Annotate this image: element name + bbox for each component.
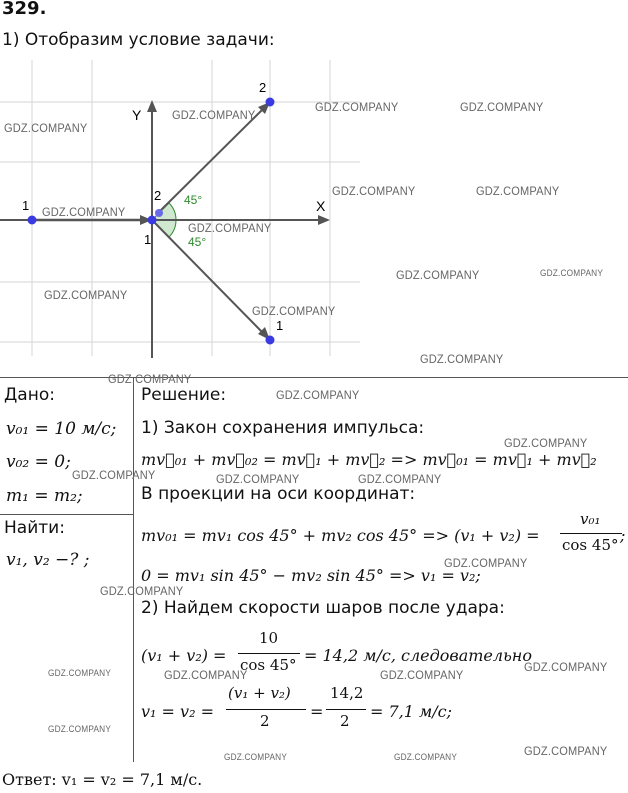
equation-v-num1: (v₁ + v₂) bbox=[228, 684, 291, 702]
watermark: GDZ.COMPANY bbox=[540, 268, 604, 278]
point-label-1-left: 1 bbox=[22, 198, 30, 213]
ball2-center bbox=[155, 209, 163, 217]
watermark: GDZ.COMPANY bbox=[44, 288, 128, 302]
watermark: GDZ.COMPANY bbox=[420, 352, 504, 366]
equation-v-den1: 2 bbox=[260, 712, 270, 730]
given-find-rule bbox=[0, 514, 134, 515]
watermark: GDZ.COMPANY bbox=[100, 584, 184, 598]
watermark: GDZ.COMPANY bbox=[216, 472, 300, 486]
watermark: GDZ.COMPANY bbox=[524, 744, 608, 758]
momentum-vector-equation: mv⃗₀₁ + mv⃗₀₂ = mv⃗₁ + mv⃗₂ => mv⃗₀₁ = mv⃗₁ + mv⃗₂ bbox=[141, 450, 597, 469]
equation-x-projection: mv₀₁ = mv₁ cos 45° + mv₂ cos 45° => (v₁ + v₂) = bbox=[141, 526, 540, 545]
equation-v-num2: 14,2 bbox=[330, 684, 364, 702]
equation-x-fraction-bar bbox=[560, 533, 622, 534]
find-heading: Найти: bbox=[4, 518, 65, 538]
equation-sum-num: 10 bbox=[259, 629, 279, 647]
step1-caption: 1) Отобразим условие задачи: bbox=[2, 30, 275, 50]
x-axis-label: X bbox=[316, 198, 326, 214]
equation-sum-bar bbox=[238, 653, 300, 654]
watermark: GDZ.COMPANY bbox=[394, 752, 458, 762]
watermark: GDZ.COMPANY bbox=[380, 668, 464, 682]
equation-sum-left: (v₁ + v₂) = bbox=[141, 646, 227, 665]
find-unknowns: v₁, v₂ −? ; bbox=[6, 550, 90, 570]
ball1-start bbox=[28, 216, 37, 225]
watermark: GDZ.COMPANY bbox=[188, 221, 272, 235]
momentum-law-title: 1) Закон сохранения импульса: bbox=[141, 418, 425, 438]
point-label-1-bottom: 1 bbox=[276, 318, 284, 333]
watermark: GDZ.COMPANY bbox=[72, 468, 156, 482]
equation-v-bar2 bbox=[326, 709, 366, 710]
vector-v2 bbox=[158, 108, 264, 213]
x-axis-arrow bbox=[318, 215, 330, 225]
table-top-rule bbox=[0, 377, 628, 378]
given-v02: v₀₂ = 0; bbox=[6, 452, 71, 472]
watermark: GDZ.COMPANY bbox=[444, 556, 528, 570]
equation-v-right: = 7,1 м/с; bbox=[370, 702, 453, 721]
watermark: GDZ.COMPANY bbox=[476, 184, 560, 198]
watermark: GDZ.COMPANY bbox=[460, 100, 544, 114]
watermark: GDZ.COMPANY bbox=[315, 100, 399, 114]
equation-v-eq: = bbox=[310, 702, 324, 721]
watermark: GDZ.COMPANY bbox=[108, 372, 192, 386]
watermark: GDZ.COMPANY bbox=[42, 205, 126, 219]
point-label-2-center: 2 bbox=[154, 188, 162, 203]
equation-v-den2: 2 bbox=[340, 712, 350, 730]
watermark: GDZ.COMPANY bbox=[332, 184, 416, 198]
angle-lower-label: 45° bbox=[188, 235, 207, 249]
step2-title: 2) Найдем скорости шаров после удара: bbox=[141, 598, 505, 618]
watermark: GDZ.COMPANY bbox=[48, 668, 112, 678]
solution-heading: Решение: bbox=[141, 385, 227, 405]
ball2-end bbox=[266, 98, 275, 107]
y-axis-label: Y bbox=[132, 107, 142, 123]
equation-x-fraction-num: v₀₁ bbox=[580, 510, 601, 528]
equation-sum-den: cos 45° bbox=[240, 656, 297, 674]
equation-x-end: ; bbox=[620, 526, 626, 545]
watermark: GDZ.COMPANY bbox=[224, 752, 288, 762]
equation-v-left: v₁ = v₂ = bbox=[141, 702, 214, 721]
watermark: GDZ.COMPANY bbox=[252, 304, 336, 318]
watermark: GDZ.COMPANY bbox=[48, 724, 112, 734]
watermark: GDZ.COMPANY bbox=[164, 668, 248, 682]
watermark: GDZ.COMPANY bbox=[4, 121, 88, 135]
ball1-end bbox=[266, 336, 275, 345]
watermark: GDZ.COMPANY bbox=[396, 268, 480, 282]
equation-v-bar1 bbox=[226, 709, 306, 710]
vector-v1 bbox=[152, 220, 263, 333]
watermark: GDZ.COMPANY bbox=[358, 472, 442, 486]
point-label-1-center: 1 bbox=[144, 232, 152, 247]
ball1-center bbox=[148, 216, 157, 225]
given-v01: v₀₁ = 10 м/с; bbox=[6, 419, 117, 439]
problem-number: 329. bbox=[2, 0, 47, 19]
equation-y-projection: 0 = mv₁ sin 45° − mv₂ sin 45° => v₁ = v₂; bbox=[141, 566, 481, 585]
given-heading: Дано: bbox=[4, 385, 55, 405]
point-label-2-top: 2 bbox=[259, 80, 267, 95]
equation-x-fraction-den: cos 45° bbox=[562, 536, 619, 554]
watermark: GDZ.COMPANY bbox=[172, 108, 256, 122]
projection-title: В проекции на оси координат: bbox=[141, 484, 416, 504]
angle-upper-label: 45° bbox=[184, 193, 203, 207]
watermark: GDZ.COMPANY bbox=[504, 436, 588, 450]
equation-sum-right: = 14,2 м/с, следовательно bbox=[304, 646, 532, 665]
table-vertical-rule bbox=[133, 377, 134, 762]
watermark: GDZ.COMPANY bbox=[524, 660, 608, 674]
watermark: GDZ.COMPANY bbox=[276, 388, 360, 402]
answer-line: Ответ: v₁ = v₂ = 7,1 м/с. bbox=[2, 770, 203, 789]
given-masses: m₁ = m₂; bbox=[6, 486, 83, 506]
